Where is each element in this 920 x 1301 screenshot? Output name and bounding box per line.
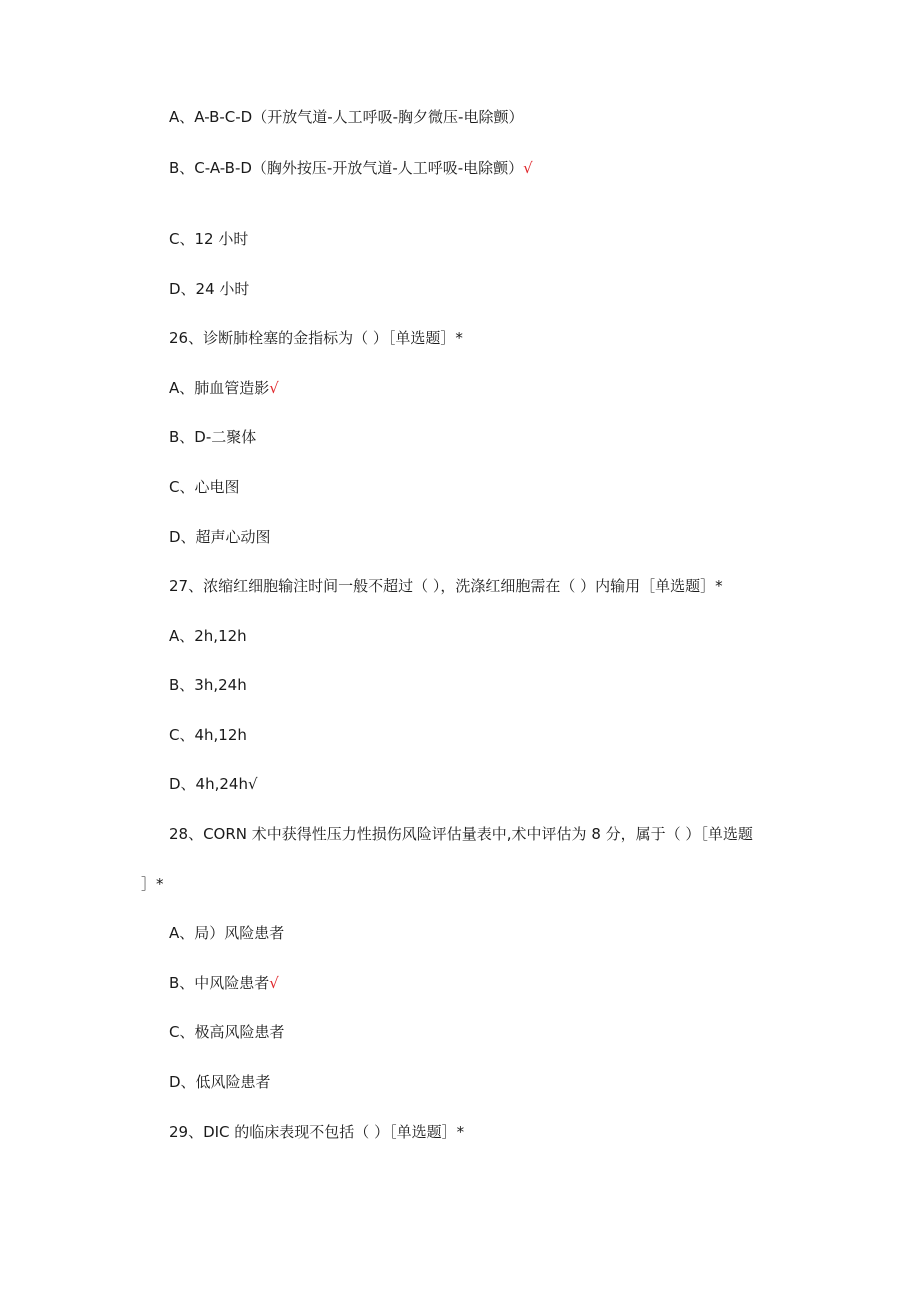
q28-option-d: D、低风险患者 [169,1073,271,1091]
question-29: 29、DIC 的临床表现不包括（ ）［单选题］* [169,1123,465,1141]
q26-option-c: C、心电图 [169,478,240,496]
q28-option-b: B、中风险患者√ [169,974,279,992]
option-c-12-hours: C、12 小时 [169,230,249,248]
option-d-24-hours: D、24 小时 [169,280,250,298]
correct-answer-mark: √ [523,159,533,177]
question-26: 26、诊断肺栓塞的金指标为（ ）［单选题］* [169,329,463,347]
q28-option-c: C、极高风险患者 [169,1023,285,1041]
option-a-cpr-order: A、A-B-C-D（开放气道-人工呼吸-胸夕微压-电除颤） [169,108,524,126]
q27-option-b: B、3h,24h [169,676,247,694]
option-b-cpr-order: B、C-A-B-D（胸外按压-开放气道-人工呼吸-电除颤）√ [169,159,533,177]
q26-option-a: A、肺血管造影√ [169,379,279,397]
question-28-continued: ］* [141,875,164,893]
q26-option-d: D、超声心动图 [169,528,271,546]
q27-option-c: C、4h,12h [169,726,247,744]
q27-option-d: D、4h,24h√ [169,775,258,793]
correct-answer-mark: √ [269,379,279,397]
q27-option-a: A、2h,12h [169,627,247,645]
question-27: 27、浓缩红细胞输注时间一般不超过（ ），洗涤红细胞需在（ ）内输用［单选题］* [169,577,723,595]
q26-option-b: B、D-二聚体 [169,428,257,446]
correct-answer-mark: √ [247,775,258,793]
question-28: 28、CORN 术中获得性压力性损伤风险评估量表中,术中评估为 8 分，属于（ ）［单选题 [169,825,753,843]
q28-option-a: A、局）风险患者 [169,924,285,942]
correct-answer-mark: √ [269,974,279,992]
